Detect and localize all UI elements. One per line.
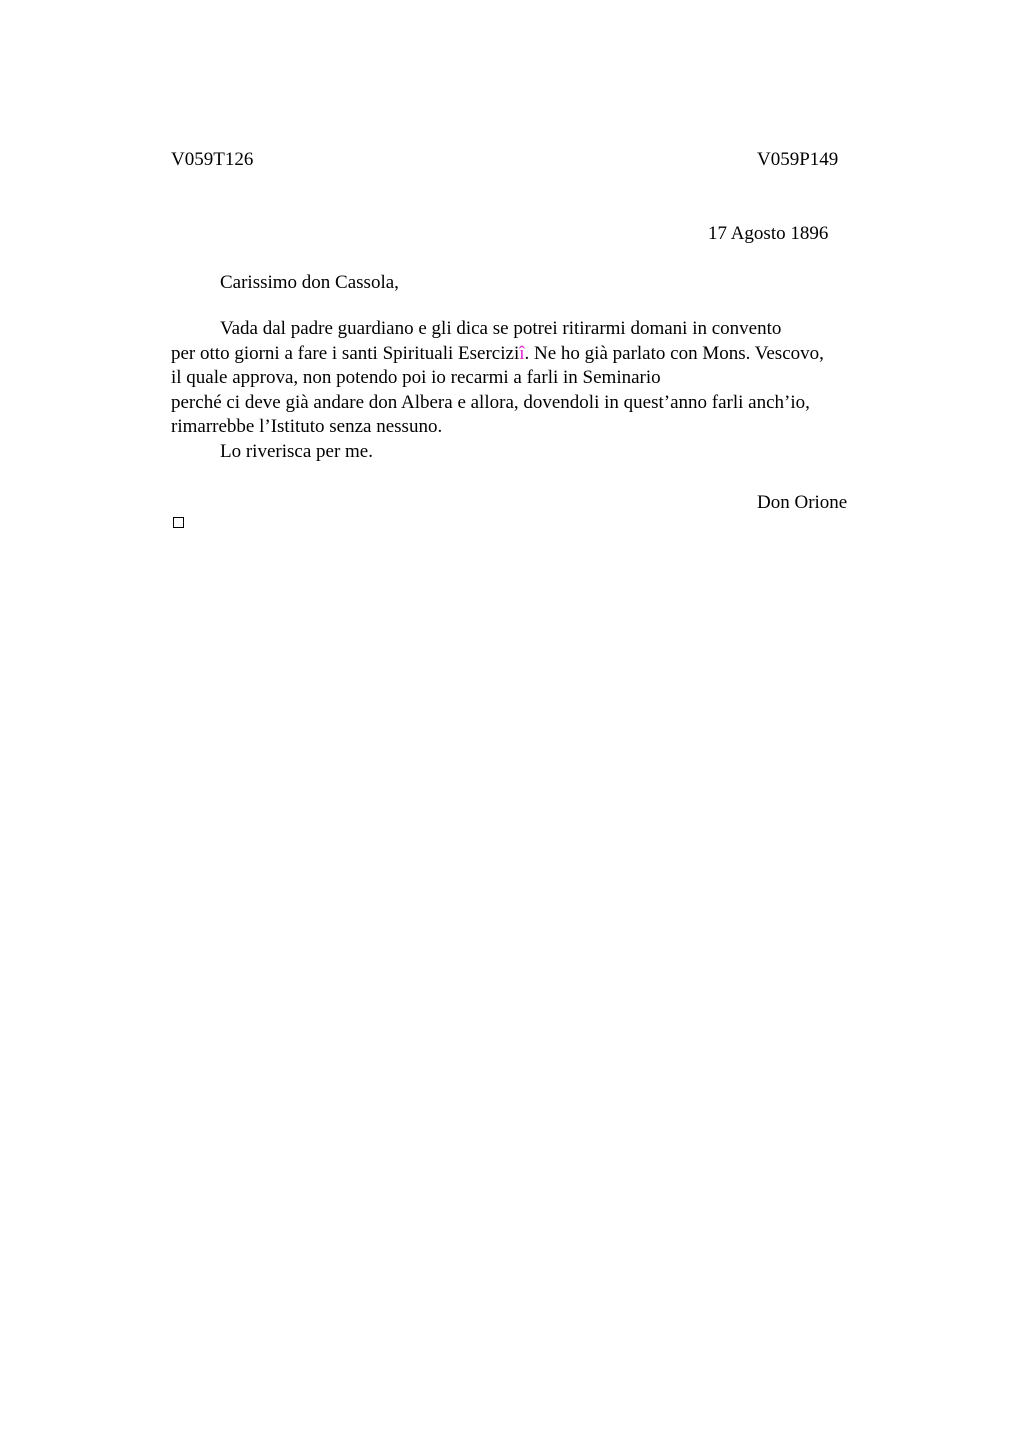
letter-date: 17 Agosto 1896	[708, 223, 829, 244]
accented-character: î	[519, 342, 525, 364]
document-code-right: V059P149	[757, 149, 839, 170]
body-line-3: il quale approva, non potendo poi io recarmi a farli in Seminario	[171, 367, 661, 388]
body-line-6: Lo riverisca per me.	[220, 440, 373, 462]
letter-salutation: Carissimo don Cassola,	[220, 272, 399, 293]
document-code-left: V059T126	[171, 149, 254, 170]
body-line-2-start: per otto giorni a fare i santi Spirituali Esercizi	[171, 342, 520, 364]
body-line-1: Vada dal padre guardiano e gli dica se potrei ritirarmi domani in convento	[220, 318, 782, 339]
body-line-2	[171, 342, 891, 367]
body-line-2-end: . Ne ho già parlato con Mons. Vescovo,	[524, 342, 824, 364]
body-line-4: perché ci deve già andare don Albera e allora, dovendoli in quest’anno farli anch’io,	[171, 391, 810, 413]
letter-signature: Don Orione	[757, 492, 848, 513]
body-line-5: rimarrebbe l’Istituto senza nessuno.	[171, 416, 443, 437]
square-outline-icon	[173, 517, 184, 528]
letter-body	[171, 317, 891, 464]
